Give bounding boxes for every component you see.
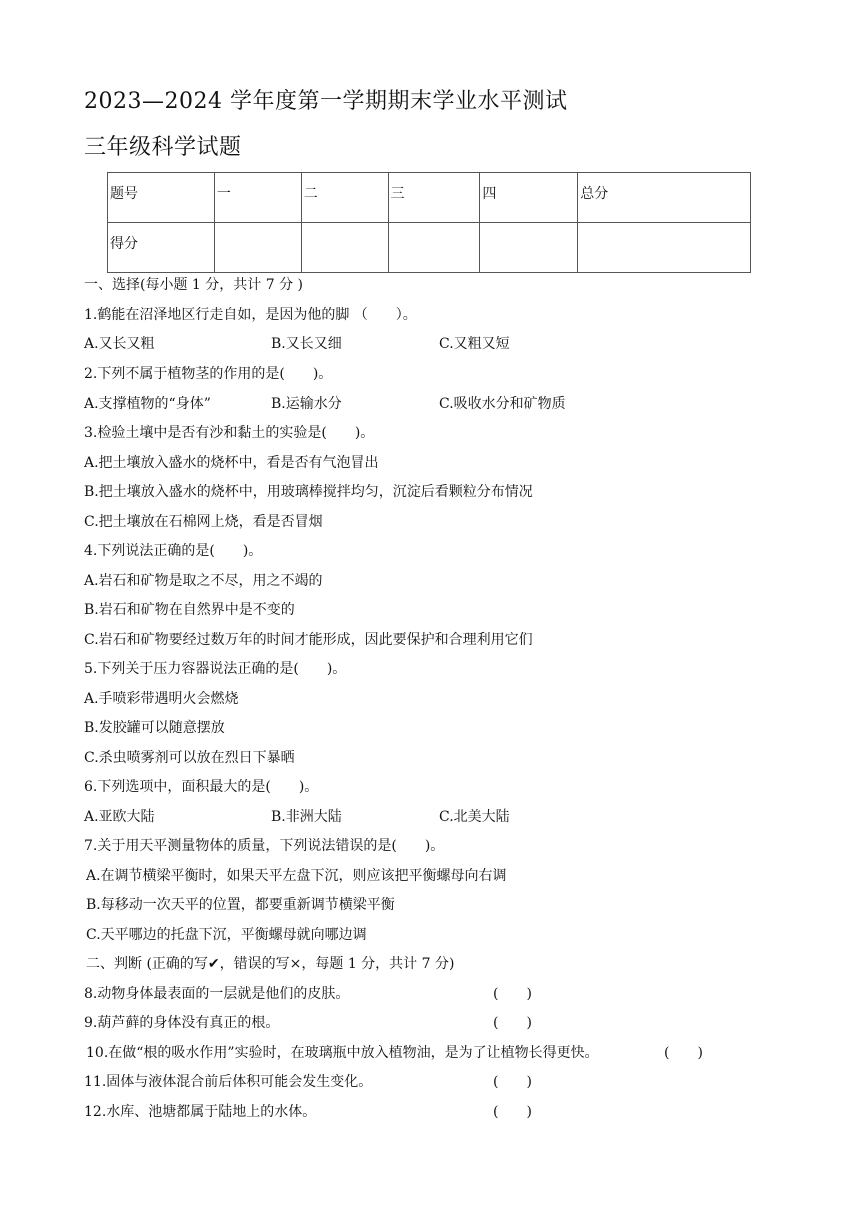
q2-option-a: A.支撑植物的“身体” <box>84 396 211 412</box>
score-cell-input[interactable] <box>388 223 480 273</box>
score-cell-q1: 一 <box>214 173 301 223</box>
question-4: 4.下列说法正确的是( )。 <box>84 543 263 559</box>
score-cell-total: 总分 <box>578 173 751 223</box>
score-cell-label: 得分 <box>108 223 215 273</box>
score-cell-q4: 四 <box>480 173 578 223</box>
score-cell-input[interactable] <box>301 223 388 273</box>
answer-blank[interactable]: ( ) <box>664 1045 703 1061</box>
answer-blank[interactable]: ( ) <box>493 1074 532 1090</box>
section2-heading: 二、判断 (正确的写✔，错误的写×，每题 1 分，共计 7 分) <box>86 956 455 972</box>
q5-option-a: A.手喷彩带遇明火会燃烧 <box>84 691 239 707</box>
q1-option-a: A.又长又粗 <box>84 336 155 352</box>
q7-option-c: C.天平哪边的托盘下沉，平衡螺母就向哪边调 <box>86 927 367 943</box>
question-3: 3.检验土壤中是否有沙和黏土的实验是( )。 <box>84 425 375 441</box>
question-2: 2.下列不属于植物茎的作用的是( )。 <box>84 366 333 382</box>
answer-blank[interactable]: ( ) <box>493 1104 532 1120</box>
score-cell-input[interactable] <box>480 223 578 273</box>
score-cell-input[interactable] <box>578 223 751 273</box>
q2-option-c: C.吸收水分和矿物质 <box>439 396 566 412</box>
question-1: 1.鹤能在沼泽地区行走自如，是因为他的脚 （ ）。 <box>84 307 417 323</box>
q2-option-b: B.运输水分 <box>271 396 342 412</box>
score-cell-q2: 二 <box>301 173 388 223</box>
exam-title: 2023—2024 学年度第一学期期末学业水平测试 <box>84 89 568 114</box>
q3-option-b: B.把土壤放入盛水的烧杯中，用玻璃棒搅拌均匀，沉淀后看颗粒分布情况 <box>84 484 533 500</box>
question-6: 6.下列选项中，面积最大的是( )。 <box>84 779 319 795</box>
question-7: 7.关于用天平测量物体的质量，下列说法错误的是( )。 <box>84 838 445 854</box>
judge-item-10: 10.在做“根的吸水作用”实验时，在玻璃瓶中放入植物油，是为了让植物长得更快。 <box>86 1045 599 1061</box>
q4-option-c: C.岩石和矿物要经过数万年的时间才能形成，因此要保护和合理利用它们 <box>84 632 533 648</box>
answer-blank[interactable]: ( ) <box>493 1015 532 1031</box>
section1-heading: 一、选择(每小题 1 分，共计 7 分 ) <box>84 277 303 293</box>
q4-option-a: A.岩石和矿物是取之不尽，用之不竭的 <box>84 573 323 589</box>
judge-item-11: 11.固体与液体混合前后体积可能会发生变化。 <box>84 1074 373 1090</box>
score-table-header-row <box>108 173 751 223</box>
q6-option-c: C.北美大陆 <box>439 809 510 825</box>
score-cell-label: 题号 <box>108 173 215 223</box>
q7-option-a: A.在调节横梁平衡时，如果天平左盘下沉，则应该把平衡螺母向右调 <box>86 868 507 884</box>
q5-option-c: C.杀虫喷雾剂可以放在烈日下暴晒 <box>84 750 295 766</box>
score-table <box>107 172 751 273</box>
judge-item-12: 12.水库、池塘都属于陆地上的水体。 <box>84 1104 317 1120</box>
q1-option-c: C.又粗又短 <box>439 336 510 352</box>
answer-blank[interactable]: ( ) <box>493 986 532 1002</box>
q6-option-b: B.非洲大陆 <box>271 809 342 825</box>
q1-option-b: B.又长又细 <box>271 336 342 352</box>
q6-option-a: A.亚欧大陆 <box>84 809 155 825</box>
score-cell-q3: 三 <box>388 173 480 223</box>
question-5: 5.下列关于压力容器说法正确的是( )。 <box>84 661 347 677</box>
q5-option-b: B.发胶罐可以随意摆放 <box>84 720 225 736</box>
q3-option-c: C.把土壤放在石棉网上烧，看是否冒烟 <box>84 514 323 530</box>
q4-option-b: B.岩石和矿物在自然界中是不变的 <box>84 602 295 618</box>
score-table-score-row <box>108 223 751 273</box>
score-cell-input[interactable] <box>214 223 301 273</box>
q3-option-a: A.把土壤放入盛水的烧杯中，看是否有气泡冒出 <box>84 455 379 471</box>
q7-option-b: B.每移动一次天平的位置，都要重新调节横梁平衡 <box>86 897 395 913</box>
exam-subtitle: 三年级科学试题 <box>84 135 242 160</box>
judge-item-8: 8.动物身体最表面的一层就是他们的皮肤。 <box>84 986 350 1002</box>
judge-item-9: 9.葫芦藓的身体没有真正的根。 <box>84 1015 280 1031</box>
